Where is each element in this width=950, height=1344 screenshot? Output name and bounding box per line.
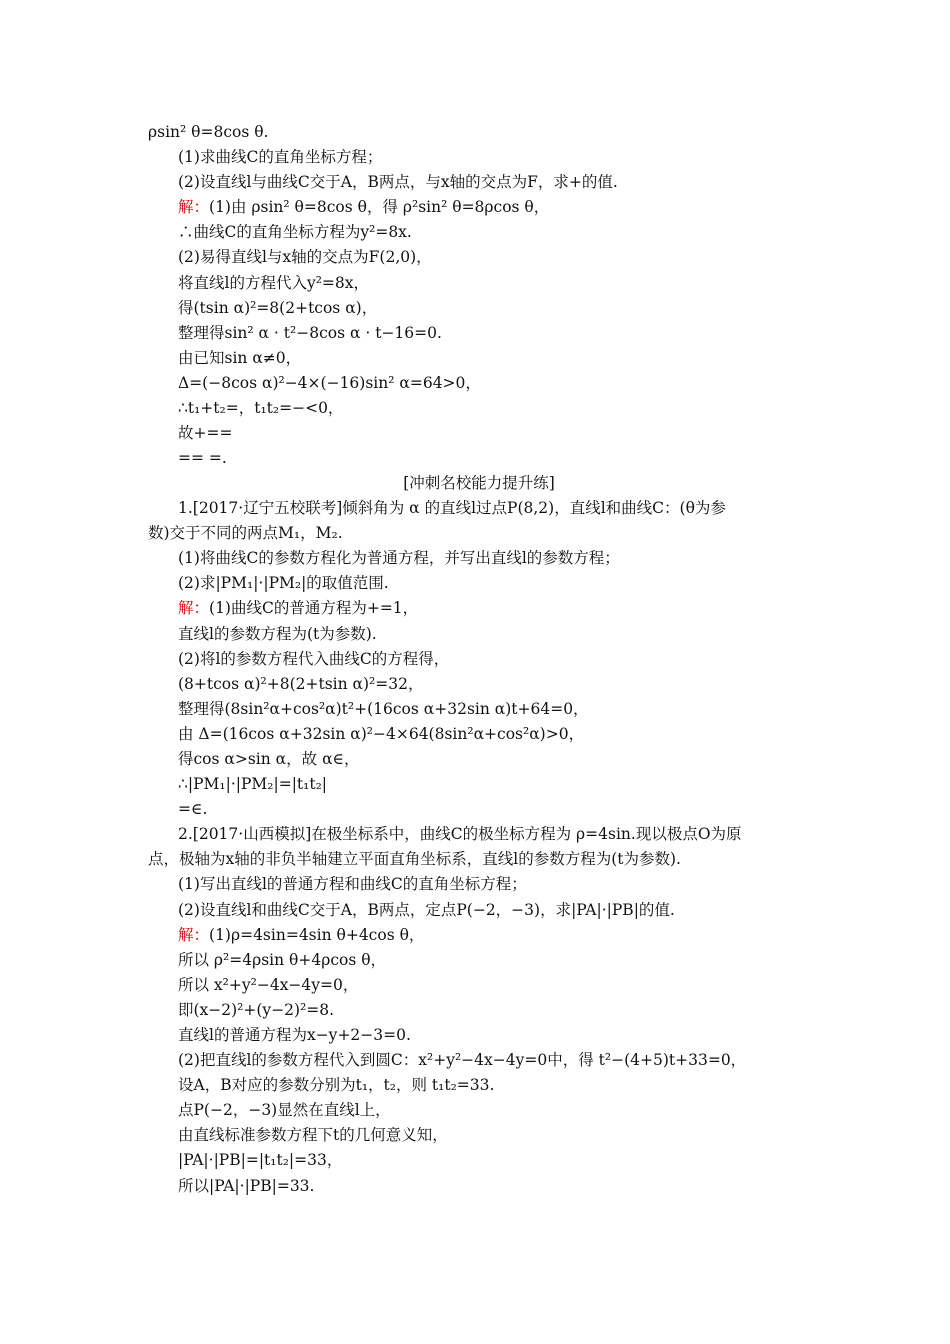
text-line: |PA|·|PB|=|t₁t₂|=33， xyxy=(178,1151,343,1169)
solution-label: 解： xyxy=(178,926,210,944)
problem-line: 数)交于不同的两点M₁，M₂. xyxy=(148,524,343,542)
solution-line: 解：(1)由 ρsin² θ=8cos θ，得 ρ²sin² θ=8ρcos θ， xyxy=(178,198,550,216)
text-line: 设A，B对应的参数分别为t₁，t₂，则 t₁t₂=33. xyxy=(178,1076,495,1094)
text-line: 整理得sin² α · t²−8cos α · t−16=0. xyxy=(178,324,442,342)
text-line: (2)求|PM₁|·|PM₂|的取值范围. xyxy=(178,574,389,592)
text-line: 所以 x²+y²−4x−4y=0， xyxy=(178,976,359,994)
text-line: 由已知sin α≠0， xyxy=(178,349,302,367)
text-line: 得(tsin α)²=8(2+tcos α)， xyxy=(178,299,378,317)
solution-line: 解：(1)ρ=4sin=4sin θ+4cos θ， xyxy=(178,926,425,944)
text-line: (2)将l的参数方程代入曲线C的方程得， xyxy=(178,650,450,668)
text-line: ρsin² θ=8cos θ. xyxy=(148,123,269,141)
solution-label: 解： xyxy=(178,198,210,216)
text-line: ∴t₁+t₂=，t₁t₂=−<0， xyxy=(178,399,344,417)
text-line: 直线l的参数方程为(t为参数). xyxy=(178,625,377,643)
text-line: (1)将曲线C的参数方程化为普通方程，并写出直线l的参数方程； xyxy=(178,549,620,567)
text-line: 故+== xyxy=(178,424,233,442)
text-line: ∴|PM₁|·|PM₂|=|t₁t₂| xyxy=(178,775,328,793)
solution-line: 解：(1)曲线C的普通方程为+=1， xyxy=(178,599,419,617)
text-line: (2)易得直线l与x轴的交点为F(2,0)， xyxy=(178,248,432,266)
text-line: 直线l的普通方程为x−y+2−3=0. xyxy=(178,1026,411,1044)
problem-line: 2.[2017·山西模拟]在极坐标系中，曲线C的极坐标方程为 ρ=4sin.现以极点O为原 xyxy=(178,825,742,843)
text-line: 即(x−2)²+(y−2)²=8. xyxy=(178,1001,335,1019)
text-line: Δ=(−8cos α)²−4×(−16)sin² α=64>0， xyxy=(178,374,481,392)
text-line: 点P(−2，−3)显然在直线l上， xyxy=(178,1101,391,1119)
text-line: (1)求曲线C的直角坐标方程； xyxy=(178,148,383,166)
text-line: =∈. xyxy=(178,800,208,818)
text-line: (2)把直线l的参数方程代入到圆C：x²+y²−4x−4y=0中，得 t²−(4+5)t+33=0， xyxy=(178,1051,747,1069)
solution-label: 解： xyxy=(178,599,210,617)
text-line: 将直线l的方程代入y²=8x， xyxy=(178,274,370,292)
text-line: (1)写出直线l的普通方程和曲线C的直角坐标方程； xyxy=(178,875,527,893)
text-line: == =. xyxy=(178,449,227,467)
text-line: 所以|PA|·|PB|=33. xyxy=(178,1177,315,1195)
section-heading: [冲刺名校能力提升练] xyxy=(403,474,555,492)
text-line: 由 Δ=(16cos α+32sin α)²−4×64(8sin²α+cos²α)>0， xyxy=(178,725,585,743)
problem-line: 点，极轴为x轴的非负半轴建立平面直角坐标系，直线l的参数方程为(t为参数). xyxy=(148,850,681,868)
text-line: (2)设直线l和曲线C交于A，B两点，定点P(−2，−3)，求|PA|·|PB|的值. xyxy=(178,901,675,919)
text-line: ∴曲线C的直角坐标方程为y²=8x. xyxy=(178,223,412,241)
text-line: 得cos α>sin α，故 α∈， xyxy=(178,750,360,768)
text-line: (8+tcos α)²+8(2+tsin α)²=32， xyxy=(178,675,424,693)
text-line: 整理得(8sin²α+cos²α)t²+(16cos α+32sin α)t+64=0， xyxy=(178,700,589,718)
text-line: (2)设直线l与曲线C交于A，B两点，与x轴的交点为F，求+的值. xyxy=(178,173,618,191)
text-line: 由直线标准参数方程下t的几何意义知， xyxy=(178,1126,448,1144)
problem-line: 1.[2017·辽宁五校联考]倾斜角为 α 的直线l过点P(8,2)，直线l和曲线C：(θ为参 xyxy=(178,499,726,517)
text-line: 所以 ρ²=4ρsin θ+4ρcos θ， xyxy=(178,951,387,969)
